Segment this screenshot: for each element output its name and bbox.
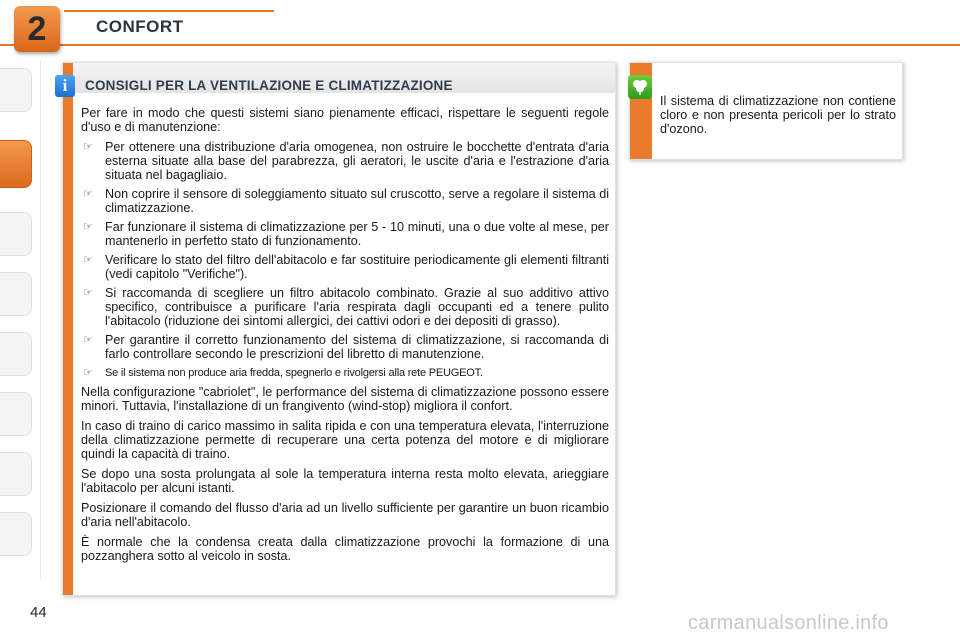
chapter-number: 2 [27, 9, 47, 48]
body-paragraph: Se dopo una sosta prolungata al sole la temperatura interna resta molto elevata, arieggiare l'abitacolo per alcuni istanti. [81, 467, 609, 495]
side-tab-3[interactable] [0, 212, 32, 256]
side-tabs [0, 62, 40, 582]
chapter-badge [14, 6, 60, 52]
list-item: ☞ Verificare lo stato del filtro dell'abitacolo e far sostituire periodicamente gli elementi filtranti (vedi capitolo "Verifiche"). [83, 253, 609, 281]
pointing-hand-icon: ☞ [83, 141, 93, 153]
list-item: ☞ Se il sistema non produce aria fredda, spegnerlo e rivolgersi alla rete PEUGEOT. [83, 367, 483, 379]
pointing-hand-icon: ☞ [83, 287, 93, 299]
body-paragraph: In caso di traino di carico massimo in salita ripida e con una temperatura elevata, l'interruzione della climatizzazione permette di recuperare una certa potenza del motore e di migliorare quindi la capacità di traino. [81, 419, 609, 461]
watermark: carmanualsonline.info [688, 612, 889, 634]
header-rule [0, 44, 960, 46]
info-icon: i [55, 75, 75, 97]
list-item: ☞ Per ottenere una distribuzione d'aria omogenea, non ostruire le bocchette d'entrata d'aria esterna situate alla base del parabrezza, gli aeratori, le uscite d'aria e l'estrazione d'aria situata nel bagagliaio. [83, 140, 609, 182]
eco-text: Il sistema di climatizzazione non contiene cloro e non presenta pericoli per lo strato d'ozono. [660, 94, 896, 136]
info-panel [62, 62, 616, 596]
side-divider [40, 60, 41, 580]
header [0, 0, 960, 60]
advice-list [81, 140, 609, 380]
list-item: ☞ Si raccomanda di scegliere un filtro abitacolo combinato. Grazie al suo additivo attivo specifico, contribuisce a purificare l'aria respirata dagli occupanti ed a tenere pulito l'abitacolo (riduzione dei sintomi allergici, dei cattivi odori e dei depositi di grasso). [83, 286, 609, 328]
list-item: ☞ Per garantire il corretto funzionamento del sistema di climatizzazione, si raccomanda di farlo controllare secondo le prescrizioni del libretto di manutenzione. [83, 333, 609, 361]
pointing-hand-icon: ☞ [83, 221, 93, 233]
side-tab-1[interactable] [0, 68, 32, 112]
panel-title: CONSIGLI PER LA VENTILAZIONE E CLIMATIZZAZIONE [85, 78, 453, 93]
page-number: 44 [30, 604, 47, 621]
side-tab-8[interactable] [0, 512, 32, 556]
body-paragraph: Nella configurazione "cabriolet", le performance del sistema di climatizzazione possono essere minori. Tuttavia, l'installazione di un frangivento (wind-stop) migliora il confort. [81, 385, 609, 413]
chapter-title: CONFORT [96, 17, 184, 36]
pointing-hand-icon: ☞ [83, 334, 93, 346]
side-tab-5[interactable] [0, 332, 32, 376]
pointing-hand-icon: ☞ [83, 367, 93, 379]
body-paragraph: È normale che la condensa creata dalla climatizzazione provochi la formazione di una pozzanghera sotto al veicolo in sosta. [81, 535, 609, 563]
side-tab-7[interactable] [0, 452, 32, 496]
pointing-hand-icon: ☞ [83, 254, 93, 266]
eco-panel [629, 62, 903, 160]
clover-icon [628, 75, 652, 99]
panel-accent [63, 63, 73, 595]
intro-paragraph: Per fare in modo che questi sistemi siano pienamente efficaci, rispettare le seguenti regole d'uso e di manutenzione: [81, 106, 609, 134]
list-item: ☞ Non coprire il sensore di soleggiamento situato sul cruscotto, serve a regolare il sistema di climatizzazione. [83, 187, 609, 215]
pointing-hand-icon: ☞ [83, 188, 93, 200]
panel-body [81, 106, 609, 569]
list-item: ☞ Far funzionare il sistema di climatizzazione per 5 - 10 minuti, una o due volte al mese, per mantenerlo in perfetto stato di funzionamento. [83, 220, 609, 248]
body-paragraph: Posizionare il comando del flusso d'aria ad un livello sufficiente per garantire un buon ricambio d'aria nell'abitacolo. [81, 501, 609, 529]
side-tab-6[interactable] [0, 392, 32, 436]
side-tab-4[interactable] [0, 272, 32, 316]
side-tab-2-active[interactable] [0, 140, 32, 188]
